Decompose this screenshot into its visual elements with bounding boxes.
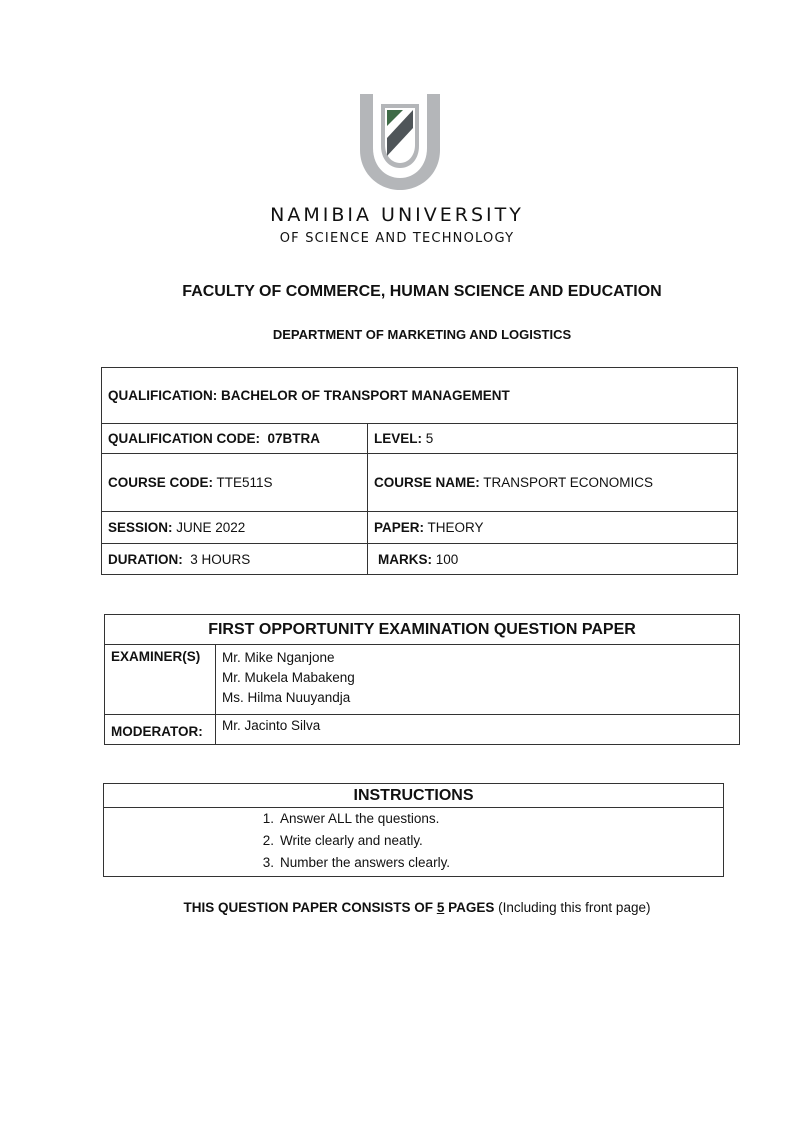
qualification-code-cell — [102, 424, 368, 454]
examiners-list-cell — [216, 645, 740, 715]
item-number: 2. — [262, 833, 274, 848]
table-row — [102, 424, 738, 454]
level-label: LEVEL: — [374, 431, 423, 446]
paper-cell — [368, 512, 738, 544]
table-row — [105, 645, 740, 715]
qualification-value: BACHELOR OF TRANSPORT MANAGEMENT — [221, 388, 510, 403]
course-code-value: TTE511S — [216, 475, 273, 490]
examiners-table — [104, 614, 740, 745]
marks-label: MARKS: — [378, 551, 432, 567]
course-name-value: TRANSPORT ECONOMICS — [483, 475, 654, 490]
instructions-table — [103, 783, 724, 877]
examiners-label-cell — [105, 645, 216, 715]
table-row — [105, 615, 740, 645]
course-name-label: COURSE NAME: — [374, 475, 480, 490]
qualification-label: QUALIFICATION: — [108, 388, 218, 403]
level-value: 5 — [425, 431, 434, 446]
course-code-label: COURSE CODE: — [108, 475, 214, 490]
item-number: 3. — [262, 855, 274, 870]
session-value: JUNE 2022 — [176, 520, 246, 535]
list-item — [104, 808, 723, 830]
department-title: DEPARTMENT OF MARKETING AND LOGISTICS — [272, 327, 572, 342]
footer-prefix: THIS QUESTION PAPER CONSISTS OF — [183, 900, 434, 915]
paper-value: THEORY — [427, 520, 484, 535]
instructions-list — [104, 808, 723, 874]
marks-value: 100 — [435, 551, 459, 567]
footer-pages: 5 — [436, 900, 445, 915]
faculty-title: FACULTY OF COMMERCE, HUMAN SCIENCE AND EDUCATION — [182, 283, 662, 300]
moderator-name: Mr. Jacinto Silva — [216, 715, 740, 745]
moderator-label-cell — [105, 715, 216, 745]
course-details-table — [101, 367, 738, 575]
duration-label: DURATION: — [108, 551, 183, 567]
table-row — [102, 368, 738, 424]
session-label: SESSION: — [108, 520, 173, 535]
item-text: Write clearly and neatly. — [280, 833, 423, 848]
item-number: 1. — [262, 811, 274, 826]
course-code-cell — [102, 454, 368, 512]
table-row — [104, 808, 724, 877]
instructions-cell — [104, 808, 724, 877]
qualification-code-value: 07BTRA — [267, 431, 321, 446]
qualification-code-label: QUALIFICATION CODE: — [108, 431, 260, 446]
item-text: Number the answers clearly. — [280, 855, 451, 870]
page-count-note — [0, 900, 794, 915]
qualification-cell — [102, 368, 738, 424]
exam-title: FIRST OPPORTUNITY EXAMINATION QUESTION PAPER — [105, 615, 740, 645]
level-cell — [368, 424, 738, 454]
list-item — [104, 830, 723, 852]
footer-suffix: (Including this front page) — [498, 900, 651, 915]
course-name-cell — [368, 454, 738, 512]
table-row — [102, 512, 738, 544]
duration-value: 3 HOURS — [190, 551, 251, 567]
university-subtitle: OF SCIENCE AND TECHNOLOGY — [279, 231, 515, 246]
table-row — [105, 715, 740, 745]
instructions-title: INSTRUCTIONS — [104, 784, 724, 808]
examiners-label: EXAMINER(S) — [111, 649, 201, 664]
table-row — [104, 784, 724, 808]
paper-label: PAPER: — [374, 520, 425, 535]
university-name: NAMIBIA UNIVERSITY — [270, 204, 524, 226]
duration-cell — [102, 544, 368, 575]
nust-shield-logo-icon — [355, 90, 445, 194]
list-item — [104, 852, 723, 874]
item-text: Answer ALL the questions. — [280, 811, 440, 826]
footer-pages-word: PAGES — [448, 900, 495, 915]
examiner-name: Mr. Mukela Mabakeng — [222, 670, 355, 685]
table-row — [102, 454, 738, 512]
marks-cell — [368, 544, 738, 575]
table-row — [102, 544, 738, 575]
moderator-label: MODERATOR: — [111, 724, 203, 739]
examiner-name: Ms. Hilma Nuuyandja — [222, 690, 351, 705]
examiner-name: Mr. Mike Nganjone — [222, 650, 335, 665]
session-cell — [102, 512, 368, 544]
